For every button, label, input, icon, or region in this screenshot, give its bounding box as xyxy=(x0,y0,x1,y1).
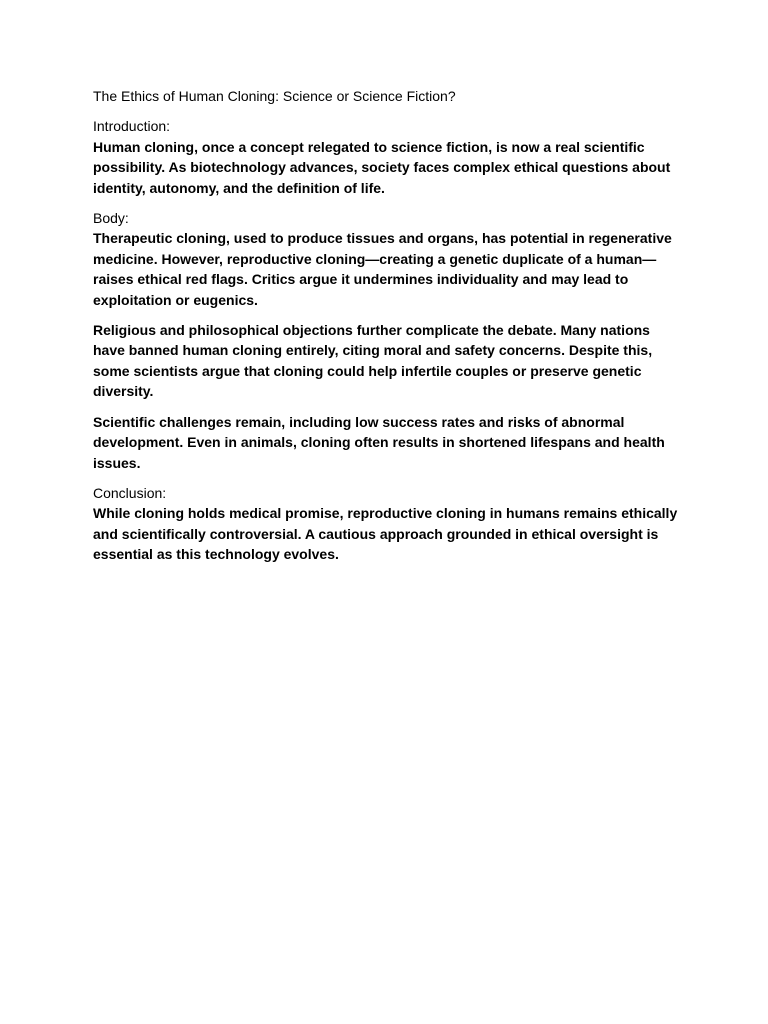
introduction-section xyxy=(93,116,683,198)
body-paragraph-1: Therapeutic cloning, used to produce tissues and organs, has potential in regenerative medicine. However, reproductive cloning—creating a genetic duplicate of a human—raises ethical red flags. Critics argue it undermines individuality and may lead to exploitation or eugenics. xyxy=(93,230,672,308)
document-title: The Ethics of Human Cloning: Science or Science Fiction? xyxy=(93,88,456,104)
introduction-paragraph: Human cloning, once a concept relegated to science fiction, is now a real scientific possibility. As biotechnology advances, society faces complex ethical questions about identity, autonomy, and the definition of life. xyxy=(93,138,671,196)
body-heading: Body: xyxy=(93,210,129,227)
conclusion-paragraph: While cloning holds medical promise, reproductive cloning in humans remains ethically and scientifically controversial. A cautious approach grounded in ethical oversight is essential as this technology evolves. xyxy=(93,505,678,563)
body-paragraph-2: Religious and philosophical objections further complicate the debate. Many nations have banned human cloning entirely, citing moral and safety concerns. Despite this, some scientists argue that cloning could help infertile couples or preserve genetic diversity. xyxy=(93,322,653,400)
conclusion-heading: Conclusion: xyxy=(93,484,167,501)
conclusion-section xyxy=(93,483,683,565)
body-section xyxy=(93,208,683,310)
document-content xyxy=(93,86,683,575)
introduction-heading: Introduction: xyxy=(93,118,171,135)
body-paragraph-3: Scientific challenges remain, including low success rates and risks of abnormal development. Even in animals, cloning often results in shortened lifespans and health issues. xyxy=(93,413,665,471)
